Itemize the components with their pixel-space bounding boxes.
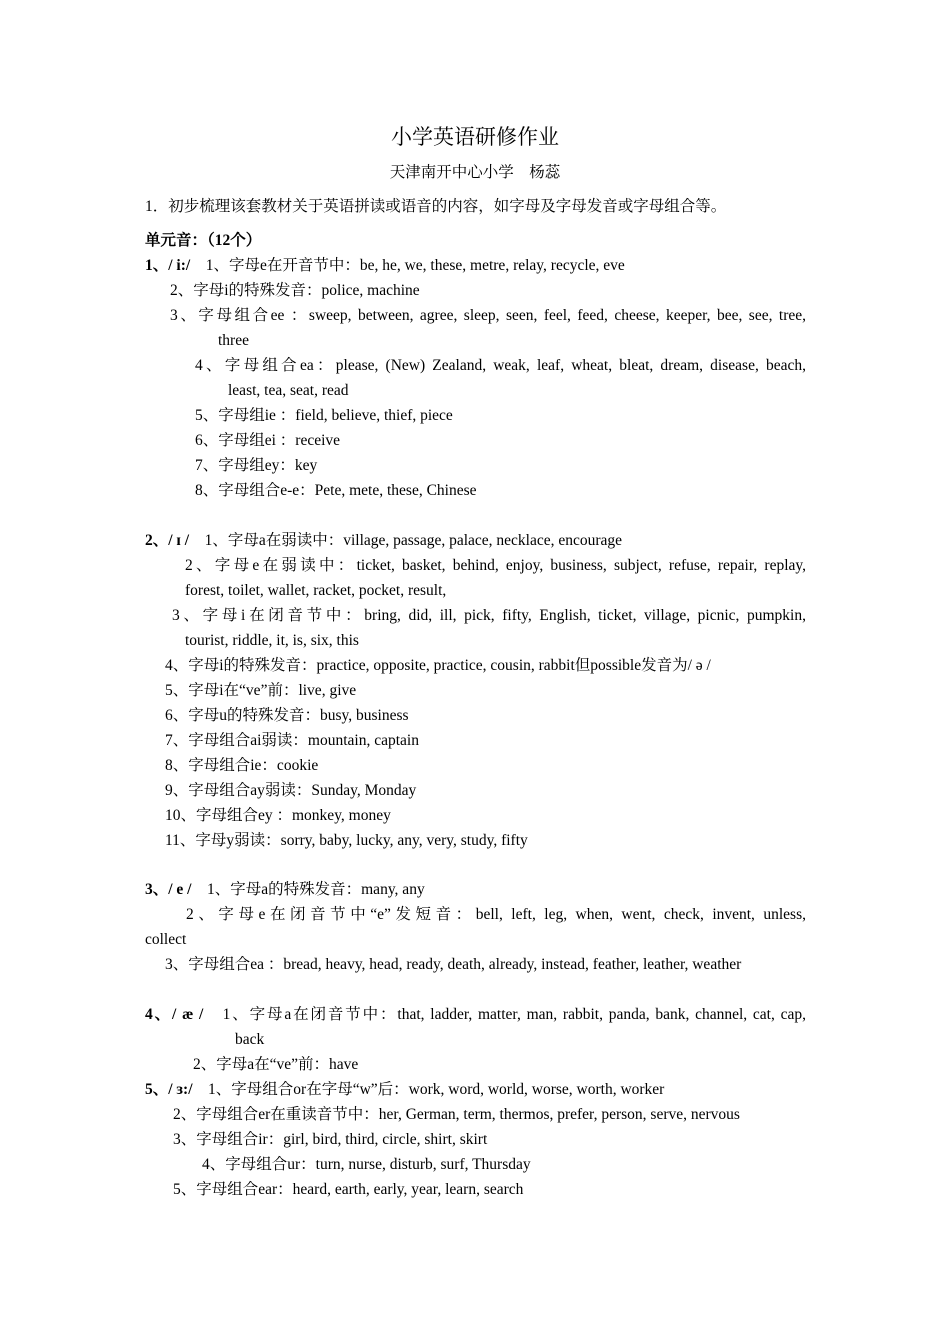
text-line: 5、/ ɜ:/ 1、字母组合or在字母“w”后：work, word, world, worse, worth, worker <box>145 1081 665 1098</box>
text-line: tourist, riddle, it, is, six, this <box>185 632 359 649</box>
text-line: 2、字母a在“ve”前：have <box>193 1056 359 1073</box>
text-line: 2、字母e在弱读中：ticket, basket, behind, enjoy, business, subject, refuse, repair, replay, <box>185 557 806 574</box>
text-line: 4、/ æ / 1、字母a在闭音节中：that, ladder, matter, man, rabbit, panda, bank, channel, cat, cap, <box>145 1006 806 1023</box>
page-subtitle: 天津南开中心小学 杨蕊 <box>389 164 561 181</box>
phoneme-label: 3、/ e / <box>145 881 192 898</box>
text-line: 4、字母i的特殊发音：practice, opposite, practice, cousin, rabbit但possible发音为/ ə / <box>165 657 711 674</box>
phoneme-label: 5、/ ɜ:/ <box>145 1081 193 1098</box>
text-line: forest, toilet, wallet, racket, pocket, result, <box>185 582 447 599</box>
text-line: 3、字母组合ea ：bread, heavy, head, ready, death, already, instead, feather, leather, weather <box>165 956 742 973</box>
text-line: 8、字母组合e-e：Pete, mete, these, Chinese <box>195 482 477 499</box>
text-line: 10、字母组合ey ：monkey, money <box>165 807 391 824</box>
text-line: 3、字母组合ir：girl, bird, third, circle, shirt, skirt <box>173 1131 488 1148</box>
text-line: 6、字母组ei ：receive <box>195 432 341 449</box>
section-heading: 单元音：（12个） <box>145 232 262 249</box>
text-line: 4、字母组合ur：turn, nurse, disturb, surf, Thursday <box>202 1156 531 1173</box>
text-line: 7、字母组ey：key <box>195 457 318 474</box>
text-line: 5、字母i在“ve”前：live, give <box>165 682 357 699</box>
text-line: 2、字母组合er在重读音节中：her, German, term, thermos, prefer, person, serve, nervous <box>173 1106 740 1123</box>
text-line: 2、/ ɪ / 1、字母a在弱读中：village, passage, palace, necklace, encourage <box>145 532 623 549</box>
text-line: 5、字母组合ear：heard, earth, early, year, learn, search <box>173 1181 524 1198</box>
text-line: 6、字母u的特殊发音：busy, business <box>165 707 409 724</box>
text-line: three <box>218 332 249 349</box>
text-line: 3、/ e / 1、字母a的特殊发音：many, any <box>145 881 425 898</box>
text-line: least, tea, seat, read <box>228 382 349 399</box>
text-line: 2、字母e在闭音节中“e”发短音：bell, left, leg, when, went, check, invent, unless, <box>186 906 806 923</box>
text-line: 3、字母i在闭音节中：bring, did, ill, pick, fifty, English, ticket, village, picnic, pumpkin, <box>172 607 806 624</box>
text-line: 3、字母组合ee ：sweep, between, agree, sleep, seen, feel, feed, cheese, keeper, bee, see, tree, <box>170 307 806 324</box>
intro-paragraph: 1．初步梳理该套教材关于英语拼读或语音的内容，如字母及字母发音或字母组合等。 <box>145 198 727 215</box>
text-line: 11、字母y弱读：sorry, baby, lucky, any, very, study, fifty <box>165 832 528 849</box>
page-title: 小学英语研修作业 <box>391 125 559 149</box>
text-line: 5、字母组ie ：field, believe, thief, piece <box>195 407 453 424</box>
phoneme-label: 2、/ ɪ / <box>145 532 190 549</box>
text-line: 7、字母组合ai弱读：mountain, captain <box>165 732 419 749</box>
phoneme-label: 4、/ æ / <box>145 1006 204 1023</box>
text-line: 2、字母i的特殊发音：police, machine <box>170 282 420 299</box>
text-line: 4、字母组合ea：please, (New) Zealand, weak, leaf, wheat, bleat, dream, disease, beach, <box>195 357 806 374</box>
text-line: 9、字母组合ay弱读：Sunday, Monday <box>165 782 417 799</box>
text-line: 8、字母组合ie：cookie <box>165 757 319 774</box>
phoneme-label: 1、/ i:/ <box>145 257 191 274</box>
text-line: collect <box>145 931 187 948</box>
text-line: back <box>235 1031 265 1048</box>
text-line: 1、/ i:/ 1、字母e在开音节中：be, he, we, these, metre, relay, recycle, eve <box>145 257 625 274</box>
